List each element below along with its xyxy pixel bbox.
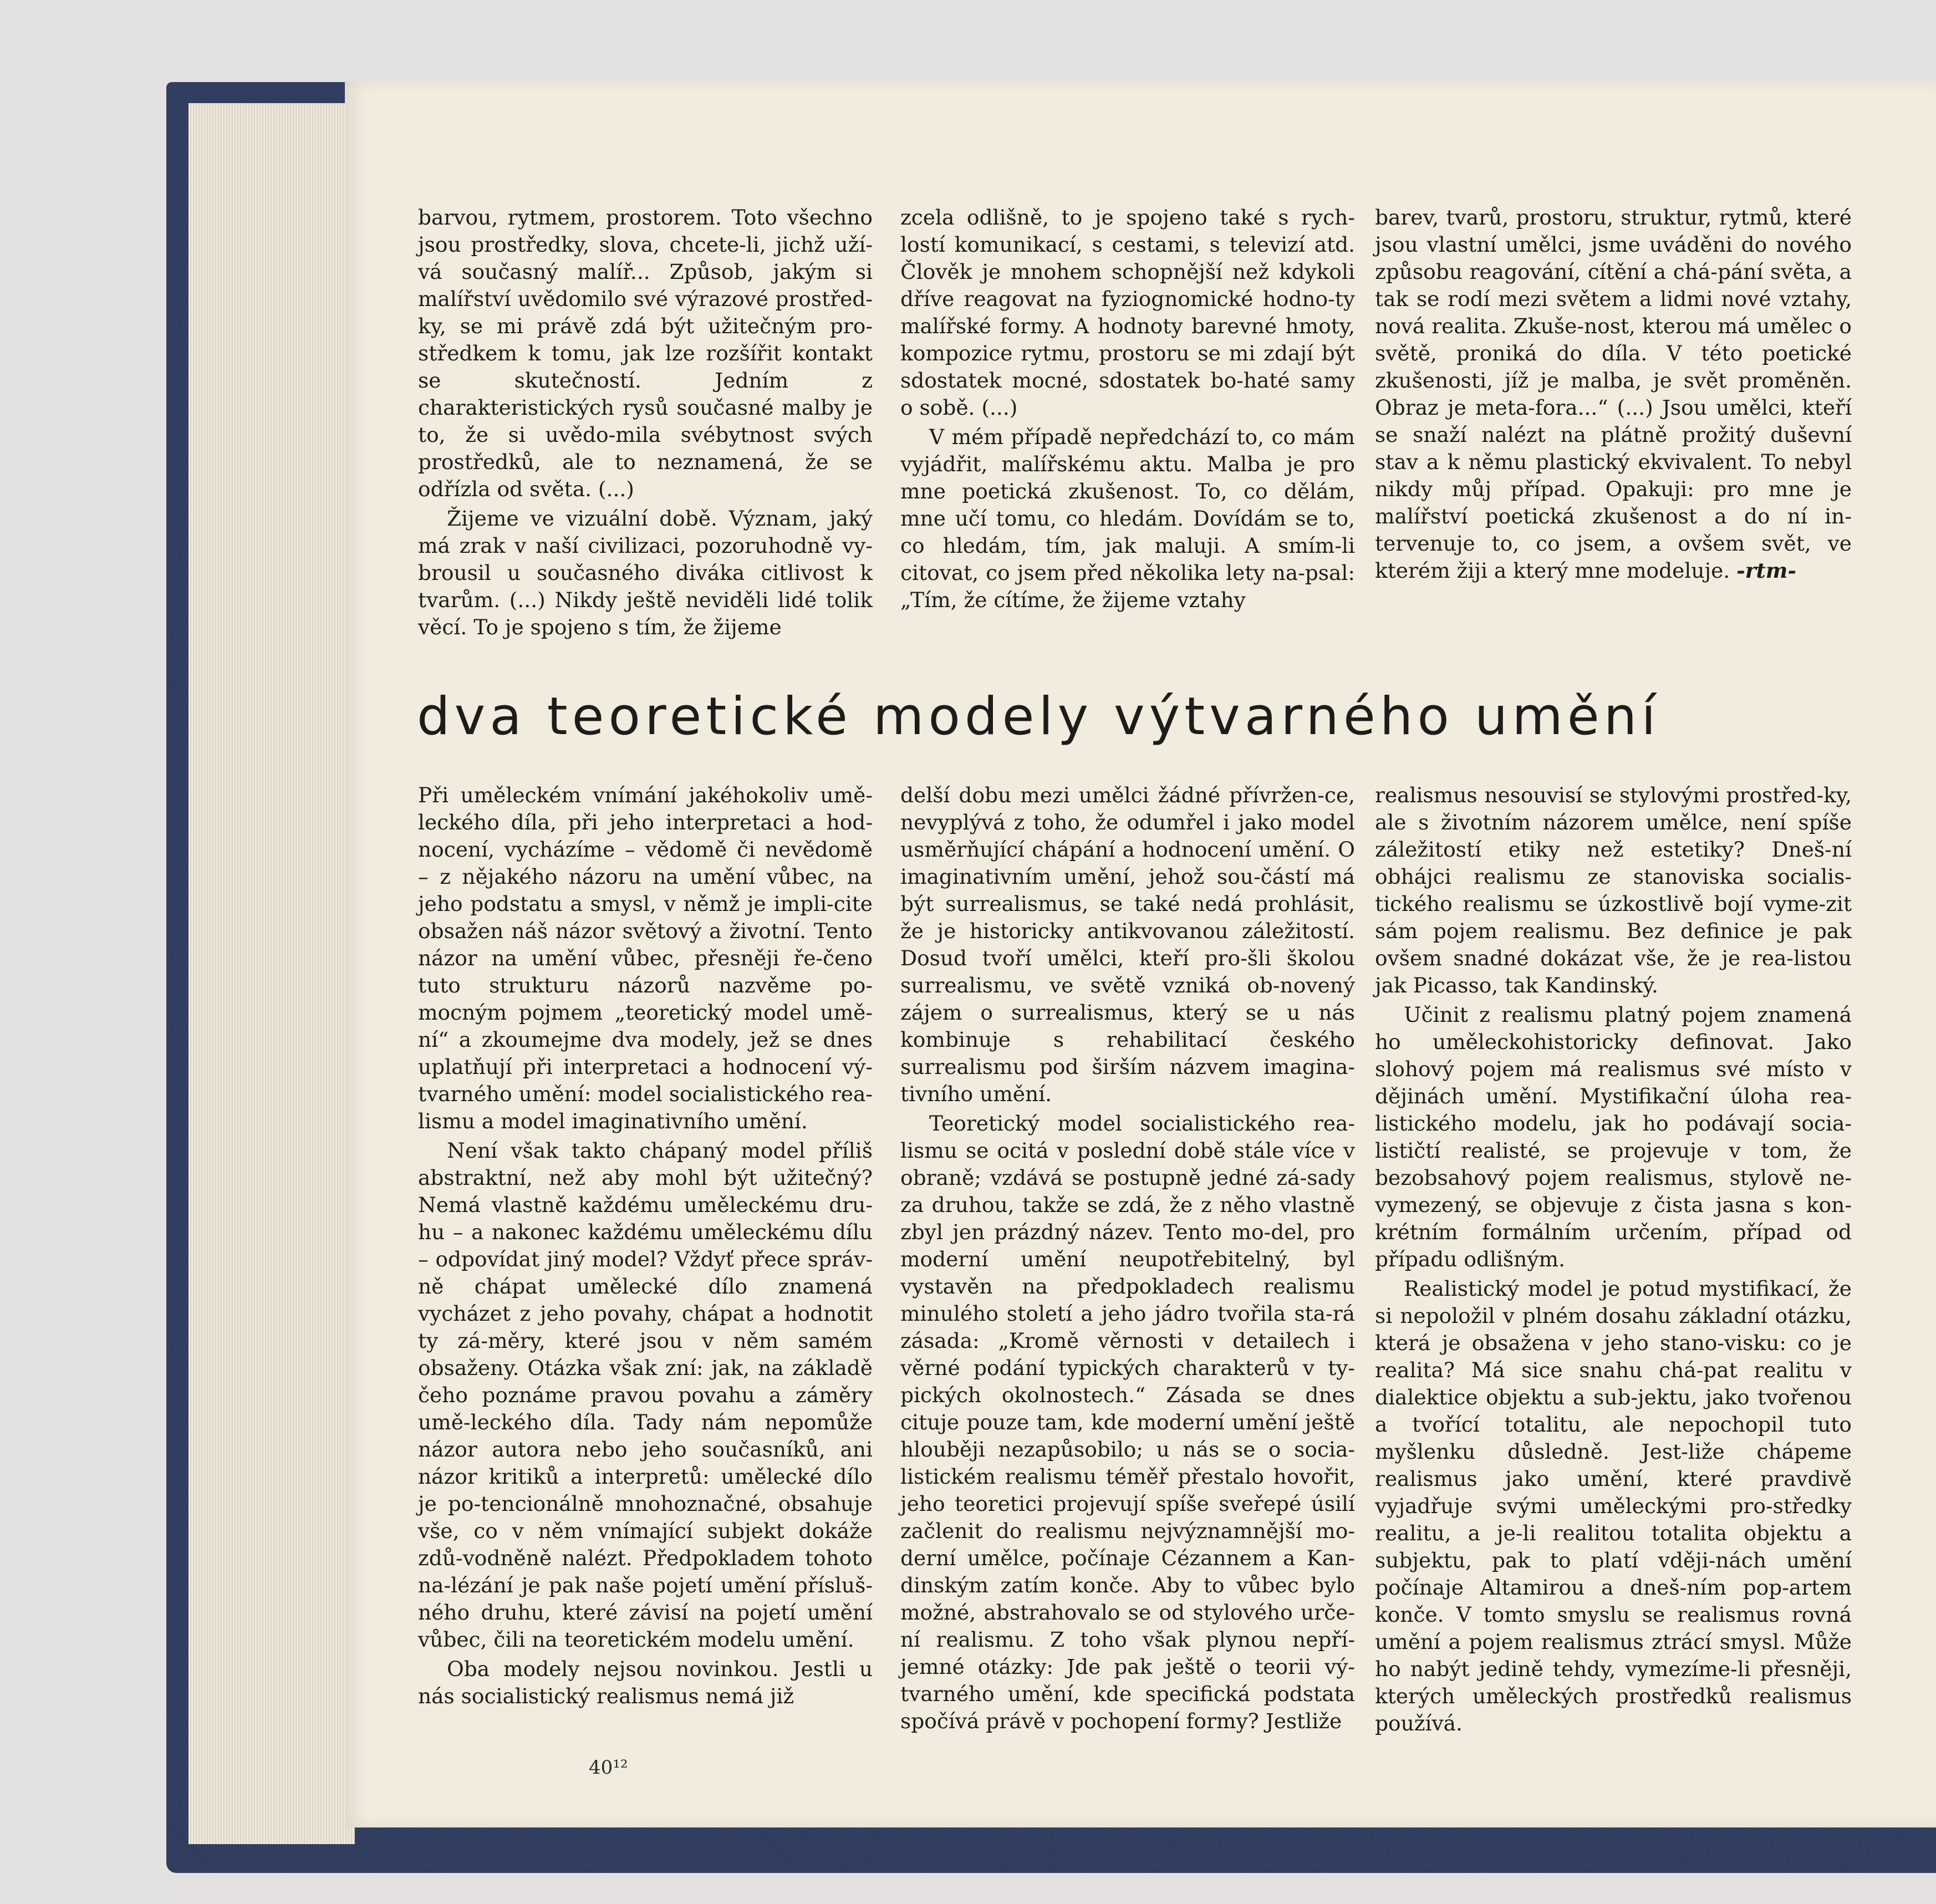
- page-number: 40¹²: [589, 1757, 628, 1779]
- bottom-column-1: [418, 782, 873, 1835]
- paragraph: [1375, 204, 1852, 584]
- top-column-2: [900, 204, 1355, 614]
- paragraph: Realistický model je potud mystifikací, že si nepoložil v plném dosahu základní otázku, která je obsažena v jeho stano-visku: co je realita? Má sice snahu chá-pat realitu v dialektice objektu a sub-jektu, jako tvořenou a tvořící totalitu, ale nepochopil tuto myšlenku důsledně. Jest-liže chápeme realismus jako umění, které pravdivě vyjadřuje svými uměleckými pro-středky realitu, a je-li realitou totalita objektu a subjektu, pak to platí vději-nách umění počínaje Altamirou a dneš-ním pop-artem konče. V tomto smyslu se realismus rovná umění a pojem realismus ztrácí smysl. Může ho nabýt jedině tehdy, vymezíme-li přesněji, kterých uměleckých prostředků realismus používá.: [1375, 1276, 1852, 1735]
- bottom-column-2: [900, 782, 1355, 1835]
- paragraph: barvou, rytmem, prostorem. Toto všechno jsou prostředky, slova, chcete-li, jichž uží-vá současný malíř... Způsob, jakým si malířství uvědomilo své výrazové prostřed-ky, se mi právě zdá být užitečným pro-středkem k tomu, jak lze rozšířit kontakt se skutečností. Jedním z charakteristických rysů současné malby je to, že si uvědo-mila svébytnost svých prostředků, ale to neznamená, že se odřízla od světa. (...): [418, 205, 873, 501]
- paragraph: delší dobu mezi umělci žádné přívržen-ce, nevyplývá z toho, že odumřel i jako model usměrňující chápání a hodnocení umění. O imaginativním umění, jehož sou-částí má být surrealismus, se také nedá prohlásit, že je historicky antikvovanou záležitostí. Dosud tvoří umělci, kteří pro-šli školou surrealismu, ve světě vzniká ob-novený zájem o surrealismus, který se u nás kombinuje s rehabilitací českého surrealismu pod širším názvem imagina-tivního umění.: [900, 783, 1355, 1106]
- article-headline: dva teoretické modely výtvarného umění: [417, 686, 1660, 747]
- paragraph: Žijeme ve vizuální době. Význam, jaký má zrak v naší civilizaci, pozoruhodně vy-brousil u současného diváka citlivost k tvarům. (...) Nikdy ještě neviděli lidé tolik věcí. To je spojeno s tím, že žijeme: [418, 506, 873, 639]
- paragraph: realismus nesouvisí se stylovými prostřed-ky, ale s životním názorem umělce, není spíše záležitostí etiky než estetiky? Dneš-ní obhájci realismu ze stanoviska socialis-tického realismu se úzkostlivě bojí vyme-zit sám pojem realismu. Bez definice je pak ovšem snadné dokázat vše, že je rea-listou jak Picasso, tak Kandinský.: [1375, 783, 1852, 997]
- paragraph-text: barev, tvarů, prostoru, struktur, rytmů, které jsou vlastní umělci, jsme uváděni do nového způsobu reagování, cítění a chá-pání světa, a tak se rodí mezi světem a lidmi nové vztahy, nová realita. Zkuše-nost, kterou má umělec o světě, proniká do díla. V této poetické zkušenosti, jíž je malba, je svět proměněn. Obraz je meta-fora...“ (...) Jsou umělci, kteří se snaží nalézt na plátně prožitý duševní stav a k němu plastický ekvivalent. To nebyl nikdy můj případ. Opakuji: pro mne je malířství poetická zkušenost a do ní in-tervenuje to, co jsem, a ovšem svět, ve kterém žiji a který mne modeluje.: [1375, 205, 1852, 583]
- bottom-column-3: [1375, 782, 1852, 1835]
- paragraph: Teoretický model socialistického rea-lismu se ocitá v poslední době stále více v obraně; vzdává se postupně jedné zá-sady za druhou, takže se zdá, že z něho vlastně zbyl jen prázdný název. Tento mo-del, pro moderní umění neupotřebitelný, byl vystavěn na předpokladech realismu minulého století a jeho jádro tvořila sta-rá zásada: „Kromě věrnosti v detailech i věrné podání typických charakterů v ty-pických okolnostech.“ Zásada se dnes cituje pouze tam, kde moderní umění ještě hlouběji nezapůsobilo; u nás se o socia-listickém realismu téměř přestalo hovořit, jeho teoretici projevují spíše sveřepé úsilí začlenit do realismu nejvýznamnější mo-derní umělce, počínaje Cézannem a Kan-dinským zatím konče. Aby to vůbec bylo možné, abstrahovalo se od stylového urče-ní realismu. Z toho však plynou nepří-jemné otázky: Jde pak ještě o teorii vý-tvarného umění, kde specifická podstata spočívá právě v pochopení formy? Jestliže: [900, 1111, 1355, 1733]
- paragraph: zcela odlišně, to je spojeno také s rych-lostí komunikací, s cestami, s televizí atd. Člověk je mnohem schopnější než kdykoli dříve reagovat na fyziognomické hodno-ty malířské formy. A hodnoty barevné hmoty, kompozice rytmu, prostoru se mi zdají být sdostatek mocné, sdostatek bo-haté samy o sobě. (...): [900, 205, 1355, 420]
- paragraph: Učinit z realismu platný pojem znamená ho uměleckohistoricky definovat. Jako slohový pojem má realismus své místo v dějinách umění. Mystifikační úloha rea-listického modelu, jak ho podávají socia-lističtí realisté, se projevuje v tom, že bezobsahový pojem realismus, stylově ne-vymezený, se objevuje z čista jasna s kon-krétním formálním určením, případ od případu odlišným.: [1375, 1002, 1852, 1271]
- author-signature: -rtm-: [1736, 558, 1797, 583]
- page-edges: [188, 103, 355, 1844]
- book-page: [345, 81, 1936, 1827]
- paragraph: Oba modely nejsou novinkou. Jestli u nás socialistický realismus nemá již: [418, 1657, 873, 1708]
- paragraph: Při uměleckém vnímání jakéhokoliv umě-leckého díla, při jeho interpretaci a hod-nocení, vycházíme – vědomě či nevědomě – z nějakého názoru na umění vůbec, na jeho podstatu a smysl, v němž je impli-cite obsažen náš názor světový a životní. Tento názor na umění vůbec, přesněji ře-čeno tuto strukturu názorů nazvěme po-mocným pojmem „teoretický model umě-ní“ a zkoumejme dva modely, jež se dnes uplatňují při interpretaci a hodnocení vý-tvarného umění: model socialistického rea-lismu a model imaginativního umění.: [418, 783, 873, 1133]
- paragraph: Není však takto chápaný model příliš abstraktní, než aby mohl být užitečný? Nemá vlastně každému uměleckému dru-hu – a nakonec každému uměleckému dílu – odpovídat jiný model? Vždyť přece správ-ně chápat umělecké dílo znamená vycházet z jeho povahy, chápat a hodnotit ty zá-měry, které jsou v něm samém obsaženy. Otázka však zní: jak, na základě čeho poznáme pravou povahu a záměry umě-leckého díla. Tady nám nepomůže názor autora nebo jeho současníků, ani názor kritiků a interpretů: umělecké dílo je po-tencionálně mnohoznačné, obsahuje vše, co v něm vnímající subjekt dokáže zdů-vodněně nalézt. Předpokladem tohoto na-lézání je pak naše pojetí umění přísluš-ného druhu, které závisí na pojetí umění vůbec, čili na teoretickém modelu umění.: [418, 1138, 873, 1652]
- top-column-3: [1375, 204, 1852, 614]
- paragraph: V mém případě nepředchází to, co mám vyjádřit, malířskému aktu. Malba je pro mne poetická zkušenost. To, co dělám, mne učí tomu, co hledám. Dovídám se to, co hledám, tím, jak maluji. A smím-li citovat, co jsem před několika lety na-psal: „Tím, že cítíme, že žijeme vztahy: [900, 425, 1355, 612]
- top-column-1: [418, 204, 873, 639]
